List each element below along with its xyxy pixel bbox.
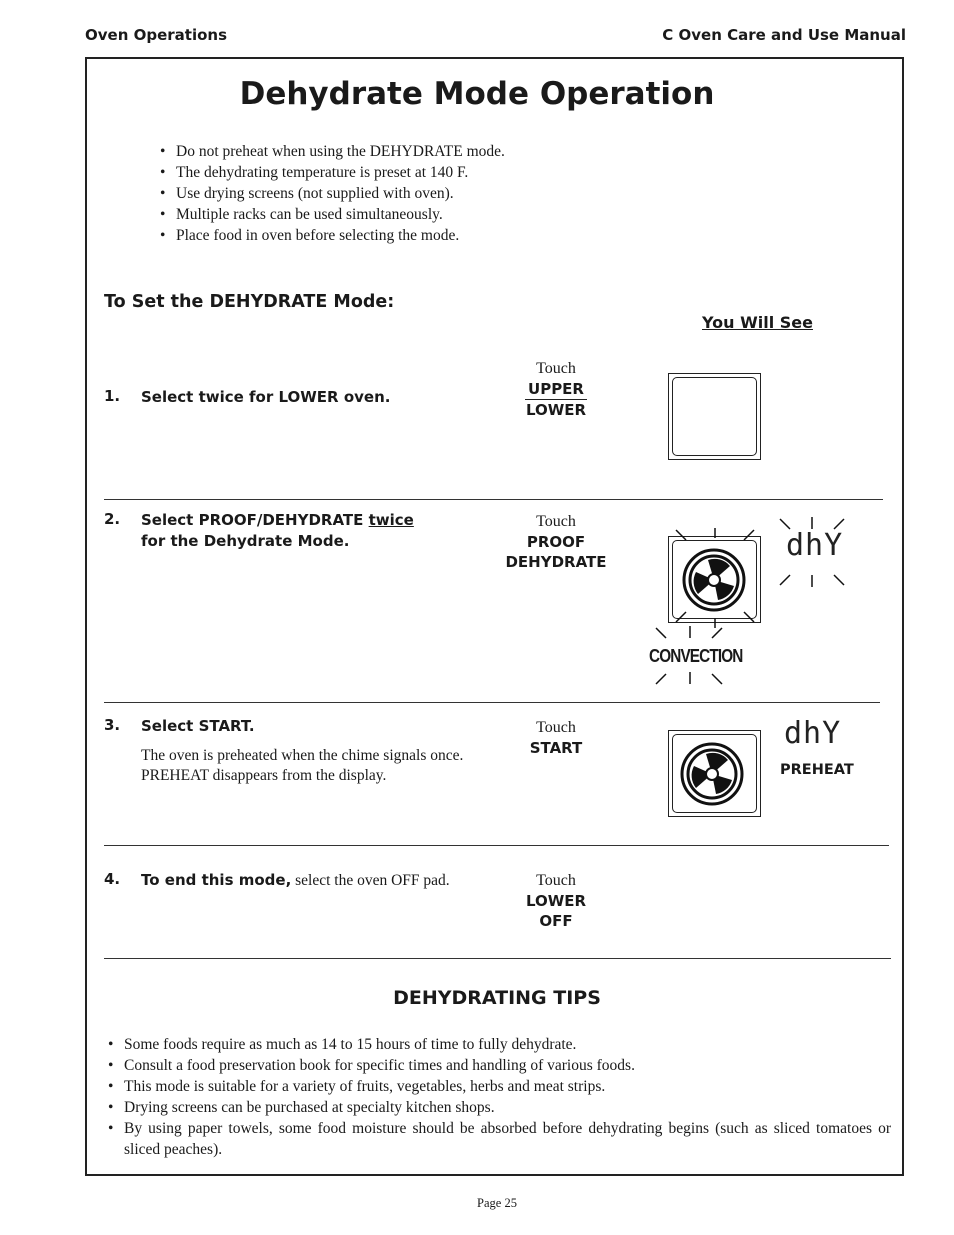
off-key[interactable]: OFF	[539, 912, 573, 930]
fan-icon	[668, 730, 761, 817]
step-1-touch-block	[491, 359, 621, 421]
step-2-instruction	[141, 510, 414, 552]
list-item: • This mode is suitable for a variety of fruits, vegetables, herbs and meat strips.	[104, 1076, 891, 1097]
convection-label: CONVECTION	[649, 646, 743, 666]
you-will-see-heading: You Will See	[702, 313, 813, 332]
divider	[104, 958, 891, 959]
display-readout: dhY	[784, 716, 842, 751]
touch-label: Touch	[536, 360, 576, 377]
list-item: • By using paper towels, some food moisture should be absorbed before dehydrating begins (such as sliced tomatoes or sliced peaches).	[104, 1118, 891, 1160]
tips-list	[104, 1034, 891, 1160]
display-readout: dhY	[786, 528, 844, 563]
divider	[104, 845, 889, 846]
step-3-instruction: Select START.	[141, 717, 255, 735]
step-2-touch-block	[491, 512, 621, 572]
step-2-text: Select PROOF/DEHYDRATE	[141, 511, 364, 529]
header-manual-title: C Oven Care and Use Manual	[662, 26, 906, 44]
step-4-instruction	[141, 870, 450, 891]
lower-key[interactable]: LOWER	[525, 892, 587, 910]
oven-display-box	[668, 373, 761, 460]
step-3-note	[141, 746, 463, 786]
upper-key[interactable]: UPPER	[525, 380, 587, 400]
page-number: Page 25	[477, 1196, 517, 1210]
tips-title: DEHYDRATING TIPS	[393, 987, 601, 1009]
step-3-number: 3.	[104, 716, 121, 734]
preheat-label: PREHEAT	[780, 762, 854, 778]
step-4-text-bold: To end this mode,	[141, 871, 292, 889]
list-item: • Do not preheat when using the DEHYDRATE mode.	[156, 141, 505, 162]
list-item: • Consult a food preservation book for specific times and handling of various foods.	[104, 1055, 891, 1076]
header-section-label: Oven Operations	[85, 26, 228, 44]
touch-label: Touch	[536, 513, 576, 530]
step-3-note-line2: PREHEAT disappears from the display.	[141, 767, 387, 784]
list-item: • Multiple racks can be used simultaneously.	[156, 204, 505, 225]
step-1-instruction: Select twice for LOWER oven.	[141, 388, 391, 406]
dehydrate-key[interactable]: DEHYDRATE	[505, 553, 607, 571]
lower-key[interactable]: LOWER	[525, 401, 587, 419]
list-item: • Place food in oven before selecting the mode.	[156, 225, 505, 246]
step-1-number: 1.	[104, 387, 121, 405]
divider	[104, 499, 883, 500]
touch-label: Touch	[536, 719, 576, 736]
step-4-number: 4.	[104, 870, 121, 888]
page-title: Dehydrate Mode Operation	[239, 76, 715, 112]
list-item: • Some foods require as much as 14 to 15 hours of time to fully dehydrate.	[104, 1034, 891, 1055]
step-4-text-rest: select the oven OFF pad.	[291, 872, 450, 889]
step-2-twice: twice	[368, 511, 414, 529]
step-2-number: 2.	[104, 510, 121, 528]
step-4-touch-block	[491, 871, 621, 931]
touch-label: Touch	[536, 872, 576, 889]
blink-rays-icon	[660, 528, 770, 632]
step-3-touch-block	[491, 718, 621, 758]
step-2-text-line2: for the Dehydrate Mode.	[141, 532, 350, 550]
list-item: • Use drying screens (not supplied with oven).	[156, 183, 505, 204]
step-3-note-line1: The oven is preheated when the chime signals once.	[141, 747, 464, 764]
list-item: • The dehydrating temperature is preset at 140 F.	[156, 162, 505, 183]
divider	[104, 702, 880, 703]
intro-bullet-list	[156, 141, 505, 246]
proof-key[interactable]: PROOF	[526, 533, 586, 551]
start-key[interactable]: START	[529, 739, 583, 757]
section-heading: To Set the DEHYDRATE Mode:	[104, 292, 395, 312]
list-item: • Drying screens can be purchased at specialty kitchen shops.	[104, 1097, 891, 1118]
